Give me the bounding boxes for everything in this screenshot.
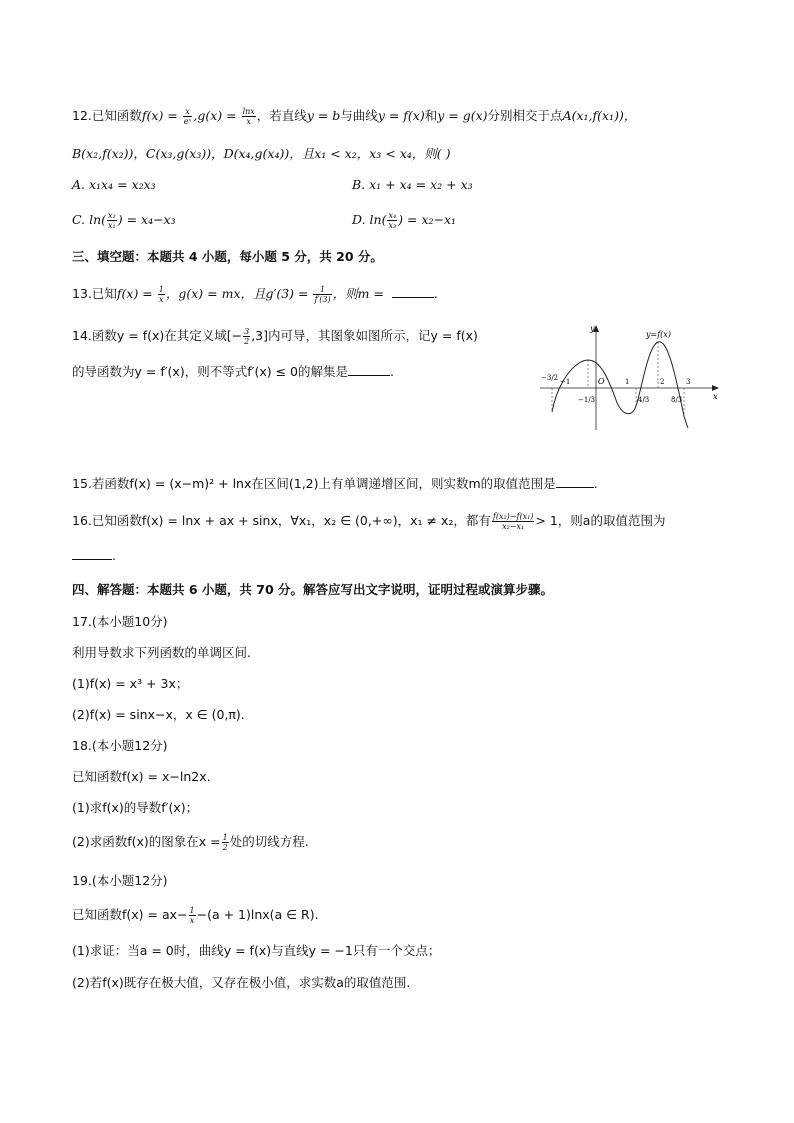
q19-stem-den: x xyxy=(189,916,195,925)
q13-pre: 13.已知 xyxy=(72,286,117,301)
tick-neg-1: −1 xyxy=(560,378,571,386)
q16-line1 xyxy=(72,511,665,531)
q12-line1 xyxy=(72,106,636,126)
q18-part2-fraction xyxy=(222,833,229,852)
q12-g-def: ,g(x) = xyxy=(193,108,237,123)
q13-end: . xyxy=(433,286,438,301)
q18-title: 18.(本小题12分) xyxy=(72,738,168,753)
section4-heading: 四、解答题：本题共 6 小题，共 70 分。解答应写出文字说明，证明过程或演算步骤。 xyxy=(72,582,554,597)
q18-part2 xyxy=(72,832,309,852)
tick-neg-3-2: −3/2 xyxy=(541,374,559,382)
q19-part2: (2)若f(x)既存在极大值，又存在极小值，求实数a的取值范围. xyxy=(72,975,411,990)
q16-end: . xyxy=(112,548,116,563)
origin-label: O xyxy=(598,377,605,386)
q12-g-fraction xyxy=(242,107,256,126)
q12-option-b: B. x₁ + x₄ = x₂ + x₃ xyxy=(352,177,473,192)
q14-line2-text: 的导函数为y = f′(x)，则不等式f′(x) ≤ 0的解集是 xyxy=(72,364,348,379)
q13-answer-blank[interactable] xyxy=(392,285,434,298)
section3-heading: 三、填空题：本题共 4 小题，每小题 5 分，共 20 分。 xyxy=(72,249,383,264)
q14-end: . xyxy=(389,364,394,379)
q12-f-num: x xyxy=(183,107,193,117)
q12-option-c-post: ) = x₄−x₃ xyxy=(117,212,176,227)
q12-f-def: f(x) = xyxy=(141,108,178,123)
q14-domain-fraction xyxy=(243,327,250,346)
q12-option-d xyxy=(352,210,456,230)
q17-title: 17.(本小题10分) xyxy=(72,614,168,629)
q19-part1: (1)求证：当a = 0时，曲线y = f(x)与直线y = −1只有一个交点； xyxy=(72,943,441,958)
q12-option-d-pre: D. ln( xyxy=(352,212,387,227)
q12-text-c: 和 xyxy=(424,108,438,123)
tick-4-3: 4/3 xyxy=(638,396,650,404)
q13-r-fraction xyxy=(313,285,331,304)
q14-domain-num: 3 xyxy=(244,327,250,336)
q12-g-num: lnx xyxy=(242,107,255,116)
q12-curve-f: y = f(x) xyxy=(377,108,425,123)
q15-line xyxy=(72,474,598,494)
q12-option-c-num: x₂ xyxy=(108,211,116,220)
q16-answer-blank[interactable] xyxy=(72,547,112,560)
q18-part2-pre: (2)求函数f(x)的图象在x = xyxy=(72,834,221,849)
q13-r-den: f′(3) xyxy=(314,295,331,304)
q12-text-b: 与曲线 xyxy=(340,108,378,123)
q12-line-eq: y = b xyxy=(306,108,341,123)
q13-post: ，则m = xyxy=(332,286,384,301)
q14-post: ,3]内可导，其图象如图所示，记y = f(x) xyxy=(251,328,478,343)
q19-title: 19.(本小题12分) xyxy=(72,873,168,888)
q12-option-d-fraction xyxy=(387,211,397,230)
q13-f: f(x) = xyxy=(116,286,153,301)
q12-option-c-pre: C. ln( xyxy=(72,212,106,227)
function-graph xyxy=(536,322,721,434)
q13-f-fraction xyxy=(158,285,165,304)
q12-option-a: A. x₁x₄ = x₂x₃ xyxy=(72,177,156,192)
q16-num: f(x₂)−f(x₁) xyxy=(492,512,534,521)
q17-part2: (2)f(x) = sinx−x，x ∈ (0,π). xyxy=(72,707,245,722)
q13-f-den: x xyxy=(159,295,164,304)
q13-mid: ，g(x) = mx，且g′(3) = xyxy=(165,286,309,301)
tick-8-3: 8/3 xyxy=(671,396,683,404)
q15-text: 15.若函数f(x) = (x−m)² + lnx在区间(1,2)上有单调递增区间，则实数m的取值范围是 xyxy=(72,476,556,491)
q14-line1 xyxy=(72,326,478,346)
q12-option-c-den: x₁ xyxy=(108,221,116,230)
x-axis-label: x xyxy=(713,392,718,401)
q13-r-num: 1 xyxy=(313,285,331,295)
q12-option-c-fraction xyxy=(107,211,117,230)
q12-f-fraction xyxy=(183,107,193,126)
q16-den: x₂−x₁ xyxy=(502,522,525,531)
q12-curve-g: y = g(x) xyxy=(437,108,488,123)
q16-pre: 16.已知函数f(x) = lnx + ax + sinx，∀x₁，x₂ ∈ (0,+∞)，x₁ ≠ x₂，都有 xyxy=(72,513,491,528)
q17-part1: (1)f(x) = x³ + 3x； xyxy=(72,676,189,691)
q19-stem-post: −(a + 1)lnx(a ∈ R). xyxy=(196,907,319,922)
q12-option-d-num: x₄ xyxy=(388,211,397,220)
curve-label: y=f(x) xyxy=(646,330,671,339)
q13-line xyxy=(72,284,438,304)
y-axis-label: y xyxy=(590,324,595,333)
q12-option-d-den: x₃ xyxy=(388,221,397,230)
q18-stem: 已知函数f(x) = x−ln2x. xyxy=(72,769,211,784)
tick-neg-1-3: −1/3 xyxy=(578,396,596,404)
q18-part2-post: 处的切线方程. xyxy=(229,834,309,849)
q12-text-d: 分别相交于点 xyxy=(487,108,563,123)
q17-stem: 利用导数求下列函数的单调区间. xyxy=(72,645,251,660)
x-axis-arrow-icon xyxy=(712,385,719,391)
q12-option-d-post: ) = x₂−x₁ xyxy=(398,212,457,227)
q16-line2 xyxy=(72,546,116,566)
q19-stem xyxy=(72,905,319,925)
tick-2: 2 xyxy=(660,378,665,386)
q14-answer-blank[interactable] xyxy=(348,363,390,376)
q18-part2-den: 2 xyxy=(222,843,228,852)
q14-domain-den: 2 xyxy=(244,337,250,346)
q16-post: > 1，则a的取值范围为 xyxy=(535,513,666,528)
q12-prefix: 12.已知函数 xyxy=(72,108,142,123)
tick-3: 3 xyxy=(686,378,691,386)
q14-pre: 14.函数y = f(x)在其定义域[− xyxy=(72,328,243,343)
q12-f-den: eˣ xyxy=(183,117,192,126)
q19-stem-pre: 已知函数f(x) = ax− xyxy=(72,907,188,922)
q13-f-num: 1 xyxy=(158,285,164,294)
q12-line2: B(x₂,f(x₂))，C(x₃,g(x₃))，D(x₄,g(x₄))，且x₁ < x₂，x₃ < x₄，则( ) xyxy=(72,146,451,161)
q12-option-c xyxy=(72,210,176,230)
tick-1: 1 xyxy=(625,378,630,386)
q14-line2 xyxy=(72,362,394,382)
q16-fraction xyxy=(492,512,535,531)
q18-part2-num: 1 xyxy=(222,833,228,842)
q12-point-a: A(x₁,f(x₁))， xyxy=(562,108,637,123)
q19-stem-fraction xyxy=(189,906,196,925)
q19-stem-num: 1 xyxy=(189,906,195,915)
q12-text-a: ，若直线 xyxy=(256,108,307,123)
curve-f xyxy=(552,342,691,428)
q15-end: . xyxy=(593,476,598,491)
q12-g-den: x xyxy=(246,117,251,126)
q18-part1: (1)求f(x)的导数f′(x)； xyxy=(72,800,199,815)
q15-answer-blank[interactable] xyxy=(556,475,594,488)
